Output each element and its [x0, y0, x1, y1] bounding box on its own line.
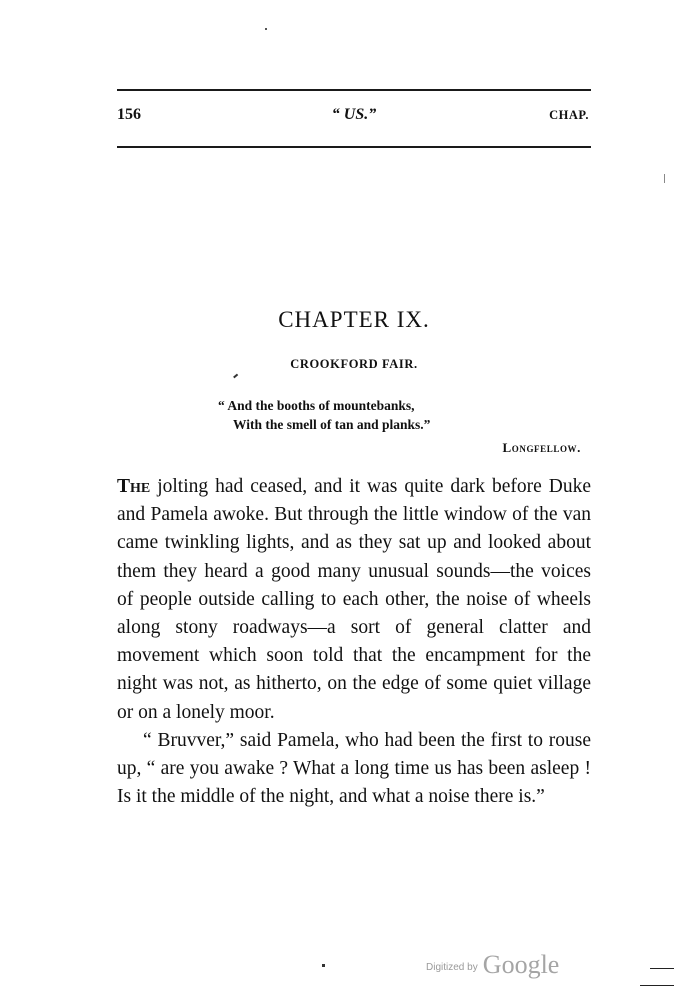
section-label: CHAP. — [549, 108, 589, 122]
digitization-watermark — [426, 950, 559, 980]
lead-word: The — [117, 476, 151, 497]
scan-speck — [233, 374, 238, 378]
chapter-subtitle: CROOKFORD FAIR. — [290, 357, 418, 371]
running-header — [117, 106, 591, 130]
scan-speck — [650, 968, 674, 969]
epigraph-line: With the smell of tan and planks.” — [233, 417, 431, 432]
header-top-rule — [117, 89, 591, 91]
scan-speck — [664, 174, 665, 183]
paragraph-text: jolting had ceased, and it was quite dark before Duke and Pamela awoke. But through the little window of the van came twinkling lights, and as they sat up and looked about them they heard a good many unusual sounds—the voices of people outside calling to each other, the noise of wheels along stony roadways—a sort of general clatter and movement which soon told that the encampment for the night was not, as hitherto, on the edge of some quiet village or on a lonely moor. — [117, 476, 591, 723]
epigraph-attribution: Longfellow. — [502, 440, 581, 455]
watermark-prefix: Digitized by — [426, 962, 478, 973]
chapter-heading: CHAPTER IX. — [278, 307, 430, 332]
watermark-brand: Google — [482, 950, 560, 979]
running-title: “ US.” — [331, 106, 377, 123]
scan-speck — [640, 985, 674, 986]
paragraph — [117, 473, 591, 727]
paragraph: “ Bruvver,” said Pamela, who had been the first to rouse up, “ are you awake ? What a long time us has been asleep ! Is it the middle of the night, and what a noise there is.” — [117, 729, 591, 808]
scan-speck — [322, 964, 325, 967]
epigraph-line: “ And the booths of mountebanks, — [218, 398, 415, 413]
header-bottom-rule — [117, 146, 591, 148]
chapter-body — [117, 473, 591, 811]
page-number: 156 — [117, 106, 141, 123]
scan-speck — [265, 28, 267, 30]
epigraph — [218, 396, 590, 434]
